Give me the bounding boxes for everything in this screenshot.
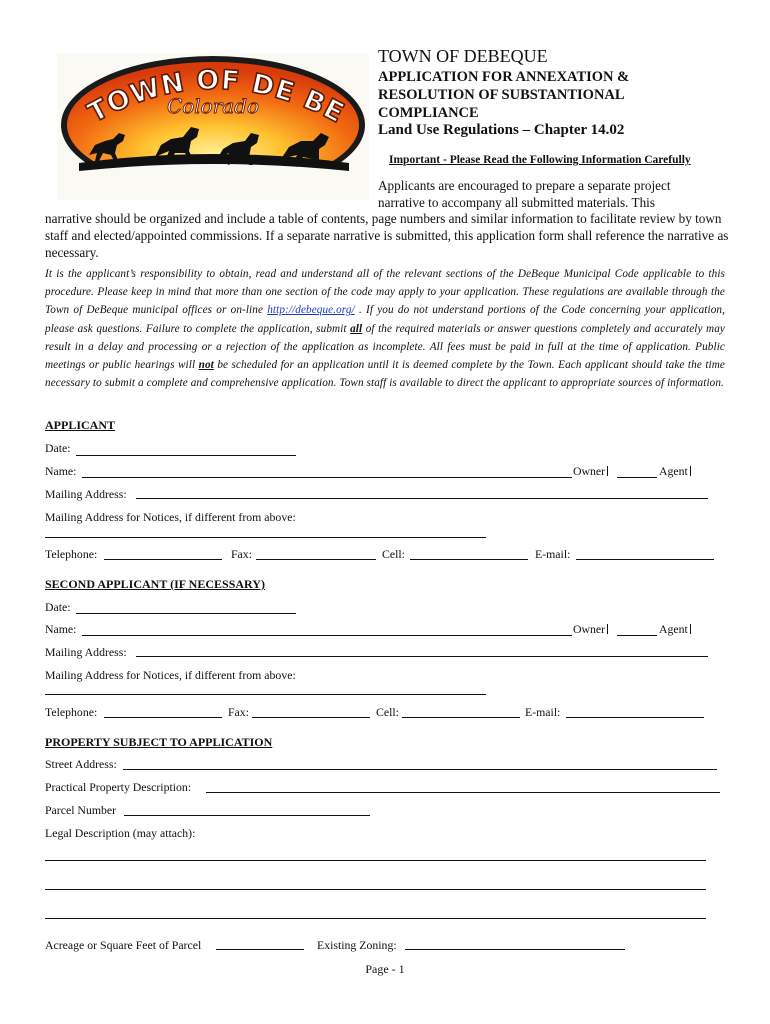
applicant-notices-field[interactable] (45, 537, 486, 538)
debeque-website-link[interactable]: http://debeque.org/ (267, 304, 355, 317)
notice-part-c: of the required materials or answer questions completely and accurately may result in a delay and processing or a rejection of the application as incomplete. All fees must be paid in full at the time of application. Public meetings or public hearings will (45, 322, 725, 372)
practical-description-field[interactable] (206, 792, 720, 793)
acreage-field[interactable] (216, 949, 304, 950)
applicant-notices-label: Mailing Address for Notices, if different from above: (45, 510, 296, 524)
second-email-field[interactable] (566, 717, 704, 718)
applicant-agent-option[interactable] (659, 464, 698, 479)
applicant-telephone-field[interactable] (104, 559, 222, 560)
second-owner-blank (617, 635, 657, 636)
second-email-label: E-mail: (525, 705, 561, 719)
legal-description-line-2[interactable] (45, 889, 706, 890)
applicant-responsibility-notice (45, 265, 725, 392)
applicant-date-field[interactable] (76, 455, 296, 456)
applicant-email-field[interactable] (576, 559, 714, 560)
existing-zoning-label: Existing Zoning: (317, 938, 397, 952)
applicant-fax-field[interactable] (256, 559, 376, 560)
town-logo (57, 53, 369, 200)
legal-description-line-3[interactable] (45, 918, 706, 919)
applicant-owner-blank (617, 477, 657, 478)
intro-text-1: Applicants are encouraged to prepare a separate project narrative to accompany all submitted materials. This (378, 178, 671, 210)
applicant-name-field[interactable] (82, 477, 572, 478)
street-address-label: Street Address: (45, 757, 117, 771)
second-cell-field[interactable] (402, 717, 520, 718)
town-logo-graphic (57, 53, 369, 200)
property-heading: PROPERTY SUBJECT TO APPLICATION (45, 735, 273, 749)
application-subtitle: APPLICATION FOR ANNEXATION & RESOLUTION OF SUBSTANTIONAL COMPLIANCE (378, 69, 630, 121)
legal-description-label: Legal Description (may attach): (45, 826, 196, 840)
parcel-number-label: Parcel Number (45, 803, 117, 817)
important-notice: Important - Please Read the Following Information Carefully (389, 154, 691, 166)
second-applicant-heading: SECOND APPLICANT (IF NECESSARY) (45, 577, 265, 591)
second-name-label: Name: (45, 622, 77, 636)
second-owner-checkbox[interactable] (607, 624, 615, 634)
notice-all: all (350, 322, 363, 335)
town-title: TOWN OF DEBEQUE (378, 46, 548, 66)
second-owner-option[interactable] (573, 622, 615, 637)
second-notices-label: Mailing Address for Notices, if different from above: (45, 668, 296, 682)
intro-text-2: narrative should be organized and include a table of contents, page numbers and similar information to facilitate review by town staff and elected/appointed commissions. If a separate narrative is submitted, this application form shall reference the narrative as necessary. (45, 211, 729, 260)
applicant-fax-label: Fax: (231, 547, 252, 561)
second-notices-field[interactable] (45, 694, 486, 695)
applicant-cell-label: Cell: (382, 547, 405, 561)
applicant-owner-label: Owner (573, 464, 606, 478)
second-owner-label: Owner (573, 622, 606, 636)
legal-description-line-1[interactable] (45, 860, 706, 861)
second-mailing-label: Mailing Address: (45, 645, 127, 659)
applicant-owner-option[interactable] (573, 464, 615, 479)
applicant-name-label: Name: (45, 464, 77, 478)
acreage-label: Acreage or Square Feet of Parcel (45, 938, 202, 952)
practical-description-label: Practical Property Description: (45, 780, 192, 794)
street-address-field[interactable] (123, 769, 717, 770)
applicant-agent-checkbox[interactable] (690, 466, 698, 476)
notice-part-d: be scheduled for an application until it is deemed complete by the Town. Each applicant should take the time necessary to submit a complete and comprehensive application. Town staff is available to direct the applicant to appropriate sources of information. (45, 359, 725, 390)
notice-part-b: . If you do not understand portions of the Code concerning your application, please ask questions. Failure to complete the application, submit (45, 304, 725, 335)
parcel-number-field[interactable] (124, 815, 370, 816)
second-agent-checkbox[interactable] (690, 624, 698, 634)
second-agent-label: Agent (659, 622, 688, 636)
second-date-field[interactable] (76, 613, 296, 614)
applicant-mailing-label: Mailing Address: (45, 487, 127, 501)
page-number: Page - 1 (365, 962, 405, 976)
second-fax-field[interactable] (252, 717, 370, 718)
applicant-cell-field[interactable] (410, 559, 528, 560)
applicant-telephone-label: Telephone: (45, 547, 98, 561)
second-name-field[interactable] (82, 635, 572, 636)
second-telephone-field[interactable] (104, 717, 222, 718)
applicant-date-label: Date: (45, 441, 71, 455)
applicant-heading: APPLICANT (45, 418, 116, 432)
second-agent-option[interactable] (659, 622, 698, 637)
second-telephone-label: Telephone: (45, 705, 98, 719)
second-cell-label: Cell: (376, 705, 399, 719)
applicant-owner-checkbox[interactable] (607, 466, 615, 476)
second-mailing-field[interactable] (136, 656, 708, 657)
land-use-regs: Land Use Regulations – Chapter 14.02 (378, 122, 625, 138)
applicant-mailing-field[interactable] (136, 498, 708, 499)
logo-colorado-text: Colorado (166, 94, 260, 118)
applicant-agent-label: Agent (659, 464, 688, 478)
applicant-email-label: E-mail: (535, 547, 571, 561)
second-fax-label: Fax: (228, 705, 249, 719)
notice-part-a: It is the applicant’s responsibility to obtain, read and understand all of the relevant sections of the DeBeque Municipal Code applicable to this procedure. Please keep in mind that more than one section of the code may apply to your application. These regulations are available through the Town of DeBeque municipal offices or on-line (45, 268, 725, 317)
notice-not: not (198, 359, 214, 372)
logo-town-text: TOWN OF DE BE (83, 64, 350, 130)
existing-zoning-field[interactable] (405, 949, 625, 950)
second-date-label: Date: (45, 600, 71, 614)
